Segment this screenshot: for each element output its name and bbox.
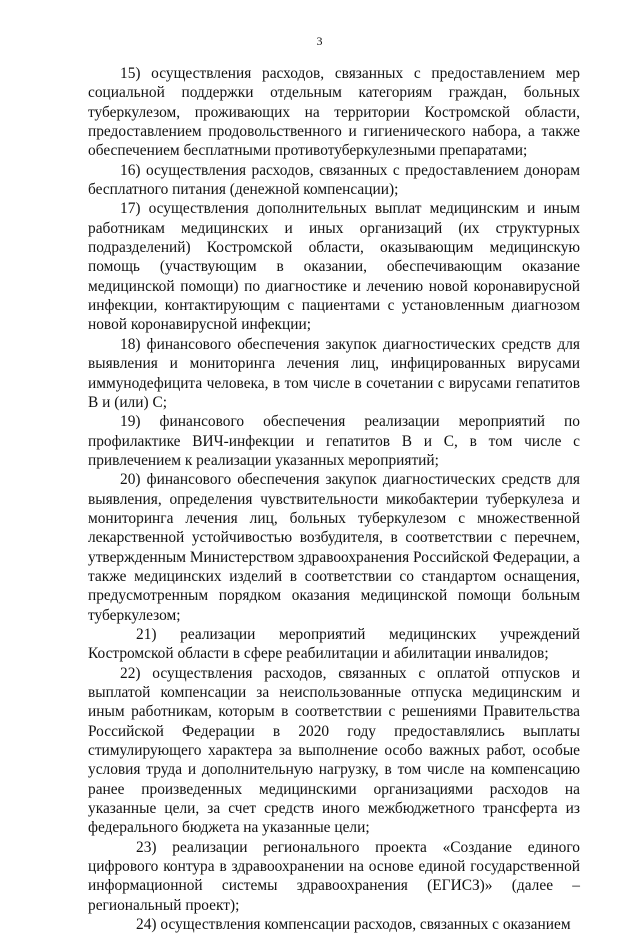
list-item-15: 15) осуществления расходов, связанных с предоставлением мер социальной поддержки отдельным категориям граждан, больных туберкулезом, проживающих на территории Костромской области, предоставлением продовольственного и гигиенического набора, а также обеспечением бесплатными противотуберкулезными препаратами; [88, 65, 580, 160]
list-item-23: 23) реализации регионального проекта «Создание единого цифрового контура в здравоохранении на основе единой государственной информационной системы здравоохранения (ЕГИСЗ)» (далее – региональный проект); [88, 838, 580, 914]
list-item-19: 19) финансового обеспечения реализации мероприятий по профилактике ВИЧ-инфекции и гепатитов В и С, в том числе с привлечением к реализации указанных мероприятий; [88, 413, 580, 469]
list-item-17: 17) осуществления дополнительных выплат медицинским и иным работникам медицинских и иных организаций (их структурных подразделений) Костромской области, оказывающим медицинскую помощь (участвующим в оказании, обеспечивающим оказание медицинской помощи) по диагностике и лечению новой коронавирусной инфекции, контактирующим с пациентами с установленным диагнозом новой коронавирусной инфекции; [88, 200, 580, 334]
document-body [88, 64, 580, 934]
page-number: 3 [316, 34, 323, 48]
list-item-22: 22) осуществления расходов, связанных с оплатой отпусков и выплатой компенсации за неиспользованные отпуска медицинским и иным работникам, которым в соответствии с решениями Правительства Российской Федерации в 2020 году предоставлялись выплаты стимулирующего характера за выполнение особо важных работ, особые условия труда и дополнительную нагрузку, в том числе на компенсацию ранее произведенных медицинскими организациями расходов на указанные цели, за счет средств иного межбюджетного трансферта из федерального бюджета на указанные цели; [88, 664, 580, 837]
list-item-16: 16) осуществления расходов, связанных с предоставлением донорам бесплатного питания (денежной компенсации); [88, 161, 580, 199]
list-item-21: 21) реализации мероприятий медицинских учреждений Костромской области в сфере реабилитации и абилитации инвалидов; [88, 625, 580, 663]
list-item-18: 18) финансового обеспечения закупок диагностических средств для выявления и мониторинга лечения лиц, инфицированных вирусами иммунодефицита человека, в том числе в сочетании с вирусами гепатитов В и (или) С; [88, 335, 580, 411]
list-item-24: 24) осуществления компенсации расходов, связанных с оказанием [136, 916, 571, 934]
list-item-20: 20) финансового обеспечения закупок диагностических средств для выявления, определения чувствительности микобактерии туберкулеза и мониторинга лечения лиц, больных туберкулезом с множественной лекарственной устойчивостью возбудителя, в соответствии с перечнем, утвержденным Министерством здравоохранения Российской Федерации, а также медицинских изделий в соответствии со стандартом оснащения, предусмотренным порядком оказания медицинской помощи больным туберкулезом; [88, 471, 580, 624]
